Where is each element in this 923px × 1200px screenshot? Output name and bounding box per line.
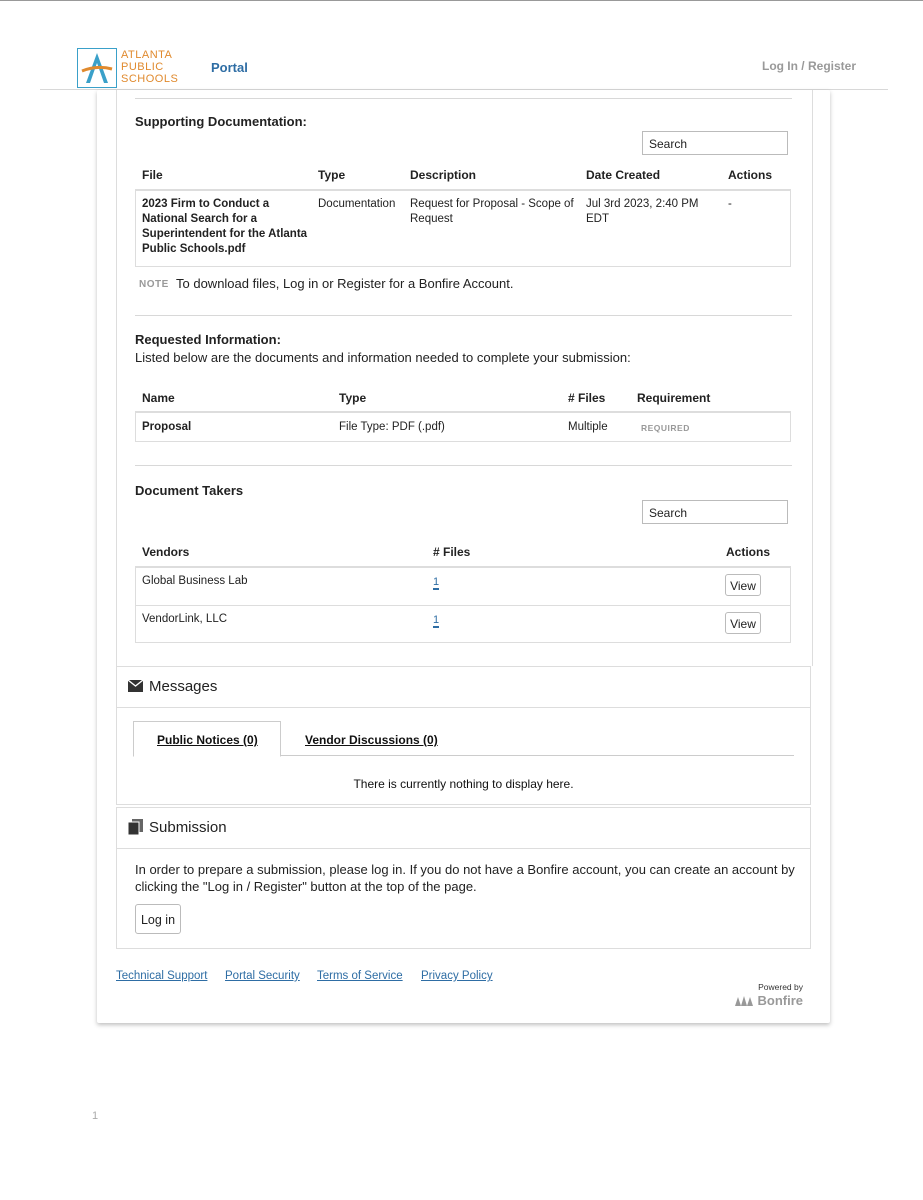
logo-line-1: ATLANTA [121, 49, 173, 61]
supporting-docs-title: Supporting Documentation: [135, 114, 307, 129]
vendor-files-link[interactable]: 1 [433, 614, 440, 626]
file-name-line: 2023 Firm to Conduct a [142, 198, 270, 210]
section-divider [135, 465, 792, 466]
file-type: Documentation [318, 198, 396, 210]
col-name: Name [142, 391, 175, 405]
tab-public-notices[interactable]: Public Notices (0) [157, 733, 258, 747]
col-files: # Files [433, 545, 471, 559]
footer-link-privacy-policy[interactable]: Privacy Policy [421, 970, 493, 982]
note-label: NOTE [139, 279, 169, 290]
bonfire-flame-icon [734, 995, 754, 1006]
tab-vendor-discussions[interactable]: Vendor Discussions (0) [305, 733, 438, 747]
file-description [410, 197, 574, 227]
col-type: Type [318, 168, 346, 182]
requirement-type: File Type: PDF (.pdf) [339, 421, 445, 433]
file-name-line: Superintendent for the Atlanta [142, 228, 308, 240]
logo-line-3: SCHOOLS [121, 73, 179, 85]
note-text: To download files, Log in or Register for a Bonfire Account. [176, 276, 514, 291]
section-divider [135, 315, 792, 316]
col-date-created: Date Created [586, 168, 661, 182]
date-line: EDT [586, 213, 609, 225]
col-files: # Files [568, 391, 606, 405]
requested-info-table [135, 411, 791, 442]
powered-by-label: Powered by [758, 982, 803, 992]
top-border [0, 0, 923, 1]
login-button[interactable]: Log in [135, 904, 181, 934]
requested-info-subtitle: Listed below are the documents and information needed to complete your submission: [135, 350, 631, 365]
col-type: Type [339, 391, 367, 405]
logo-line-2: PUBLIC [121, 61, 164, 73]
logo-text [121, 49, 178, 85]
login-register-link[interactable]: Log In / Register [761, 59, 856, 73]
document-takers-search-input[interactable]: Search [642, 500, 788, 524]
file-name-line: National Search for a [142, 213, 258, 225]
footer-link-portal-security[interactable]: Portal Security [225, 970, 300, 982]
documents-icon [128, 819, 143, 835]
messages-panel [116, 666, 811, 805]
col-file: File [142, 168, 163, 182]
envelope-icon [128, 680, 143, 692]
col-actions: Actions [726, 545, 771, 559]
requested-info-title: Requested Information: [135, 332, 281, 347]
footer-link-technical-support[interactable]: Technical Support [116, 970, 208, 982]
bonfire-logo[interactable] [734, 993, 803, 1008]
file-name-link[interactable] [142, 197, 312, 257]
vendor-files-link[interactable]: 1 [433, 576, 440, 588]
description-line: Request for Proposal - Scope of [410, 198, 574, 210]
portal-link[interactable]: Portal [211, 60, 248, 75]
document-takers-title: Document Takers [135, 483, 244, 498]
messages-title: Messages [149, 678, 218, 695]
view-button[interactable]: View [725, 612, 761, 634]
atlanta-public-schools-logo[interactable] [77, 48, 177, 88]
submission-title: Submission [149, 819, 227, 836]
col-description: Description [410, 168, 477, 182]
submission-instructions: In order to prepare a submission, please log in. If you do not have a Bonfire account, you can create an account by clicking the "Log in / Register" button at the top of the page. [135, 862, 795, 894]
row-divider [135, 605, 791, 606]
supporting-docs-search-input[interactable]: Search [642, 131, 788, 155]
file-actions: - [728, 198, 732, 210]
submission-panel [116, 807, 811, 949]
bonfire-brand-text: Bonfire [757, 993, 803, 1008]
col-requirement: Requirement [637, 391, 711, 405]
col-actions: Actions [728, 168, 773, 182]
messages-header [117, 667, 810, 708]
footer-link-terms-of-service[interactable]: Terms of Service [317, 970, 403, 982]
logo-mark [77, 48, 117, 88]
date-line: Jul 3rd 2023, 2:40 PM [586, 198, 699, 210]
vendor-name: Global Business Lab [142, 575, 248, 587]
file-name-line: Public Schools.pdf [142, 243, 246, 255]
submission-header [117, 808, 810, 849]
required-badge: REQUIRED [641, 423, 690, 433]
file-date-created [586, 197, 699, 227]
logo-a-icon [78, 49, 116, 87]
section-divider [135, 98, 792, 99]
requirement-name: Proposal [142, 421, 192, 433]
col-vendors: Vendors [142, 545, 190, 559]
view-button[interactable]: View [725, 574, 761, 596]
messages-empty-state: There is currently nothing to display here. [353, 777, 574, 791]
page-number: 1 [92, 1110, 99, 1122]
vendor-name: VendorLink, LLC [142, 613, 228, 625]
main-card [97, 90, 830, 1023]
requirement-files: Multiple [568, 421, 608, 433]
description-line: Request [410, 213, 453, 225]
